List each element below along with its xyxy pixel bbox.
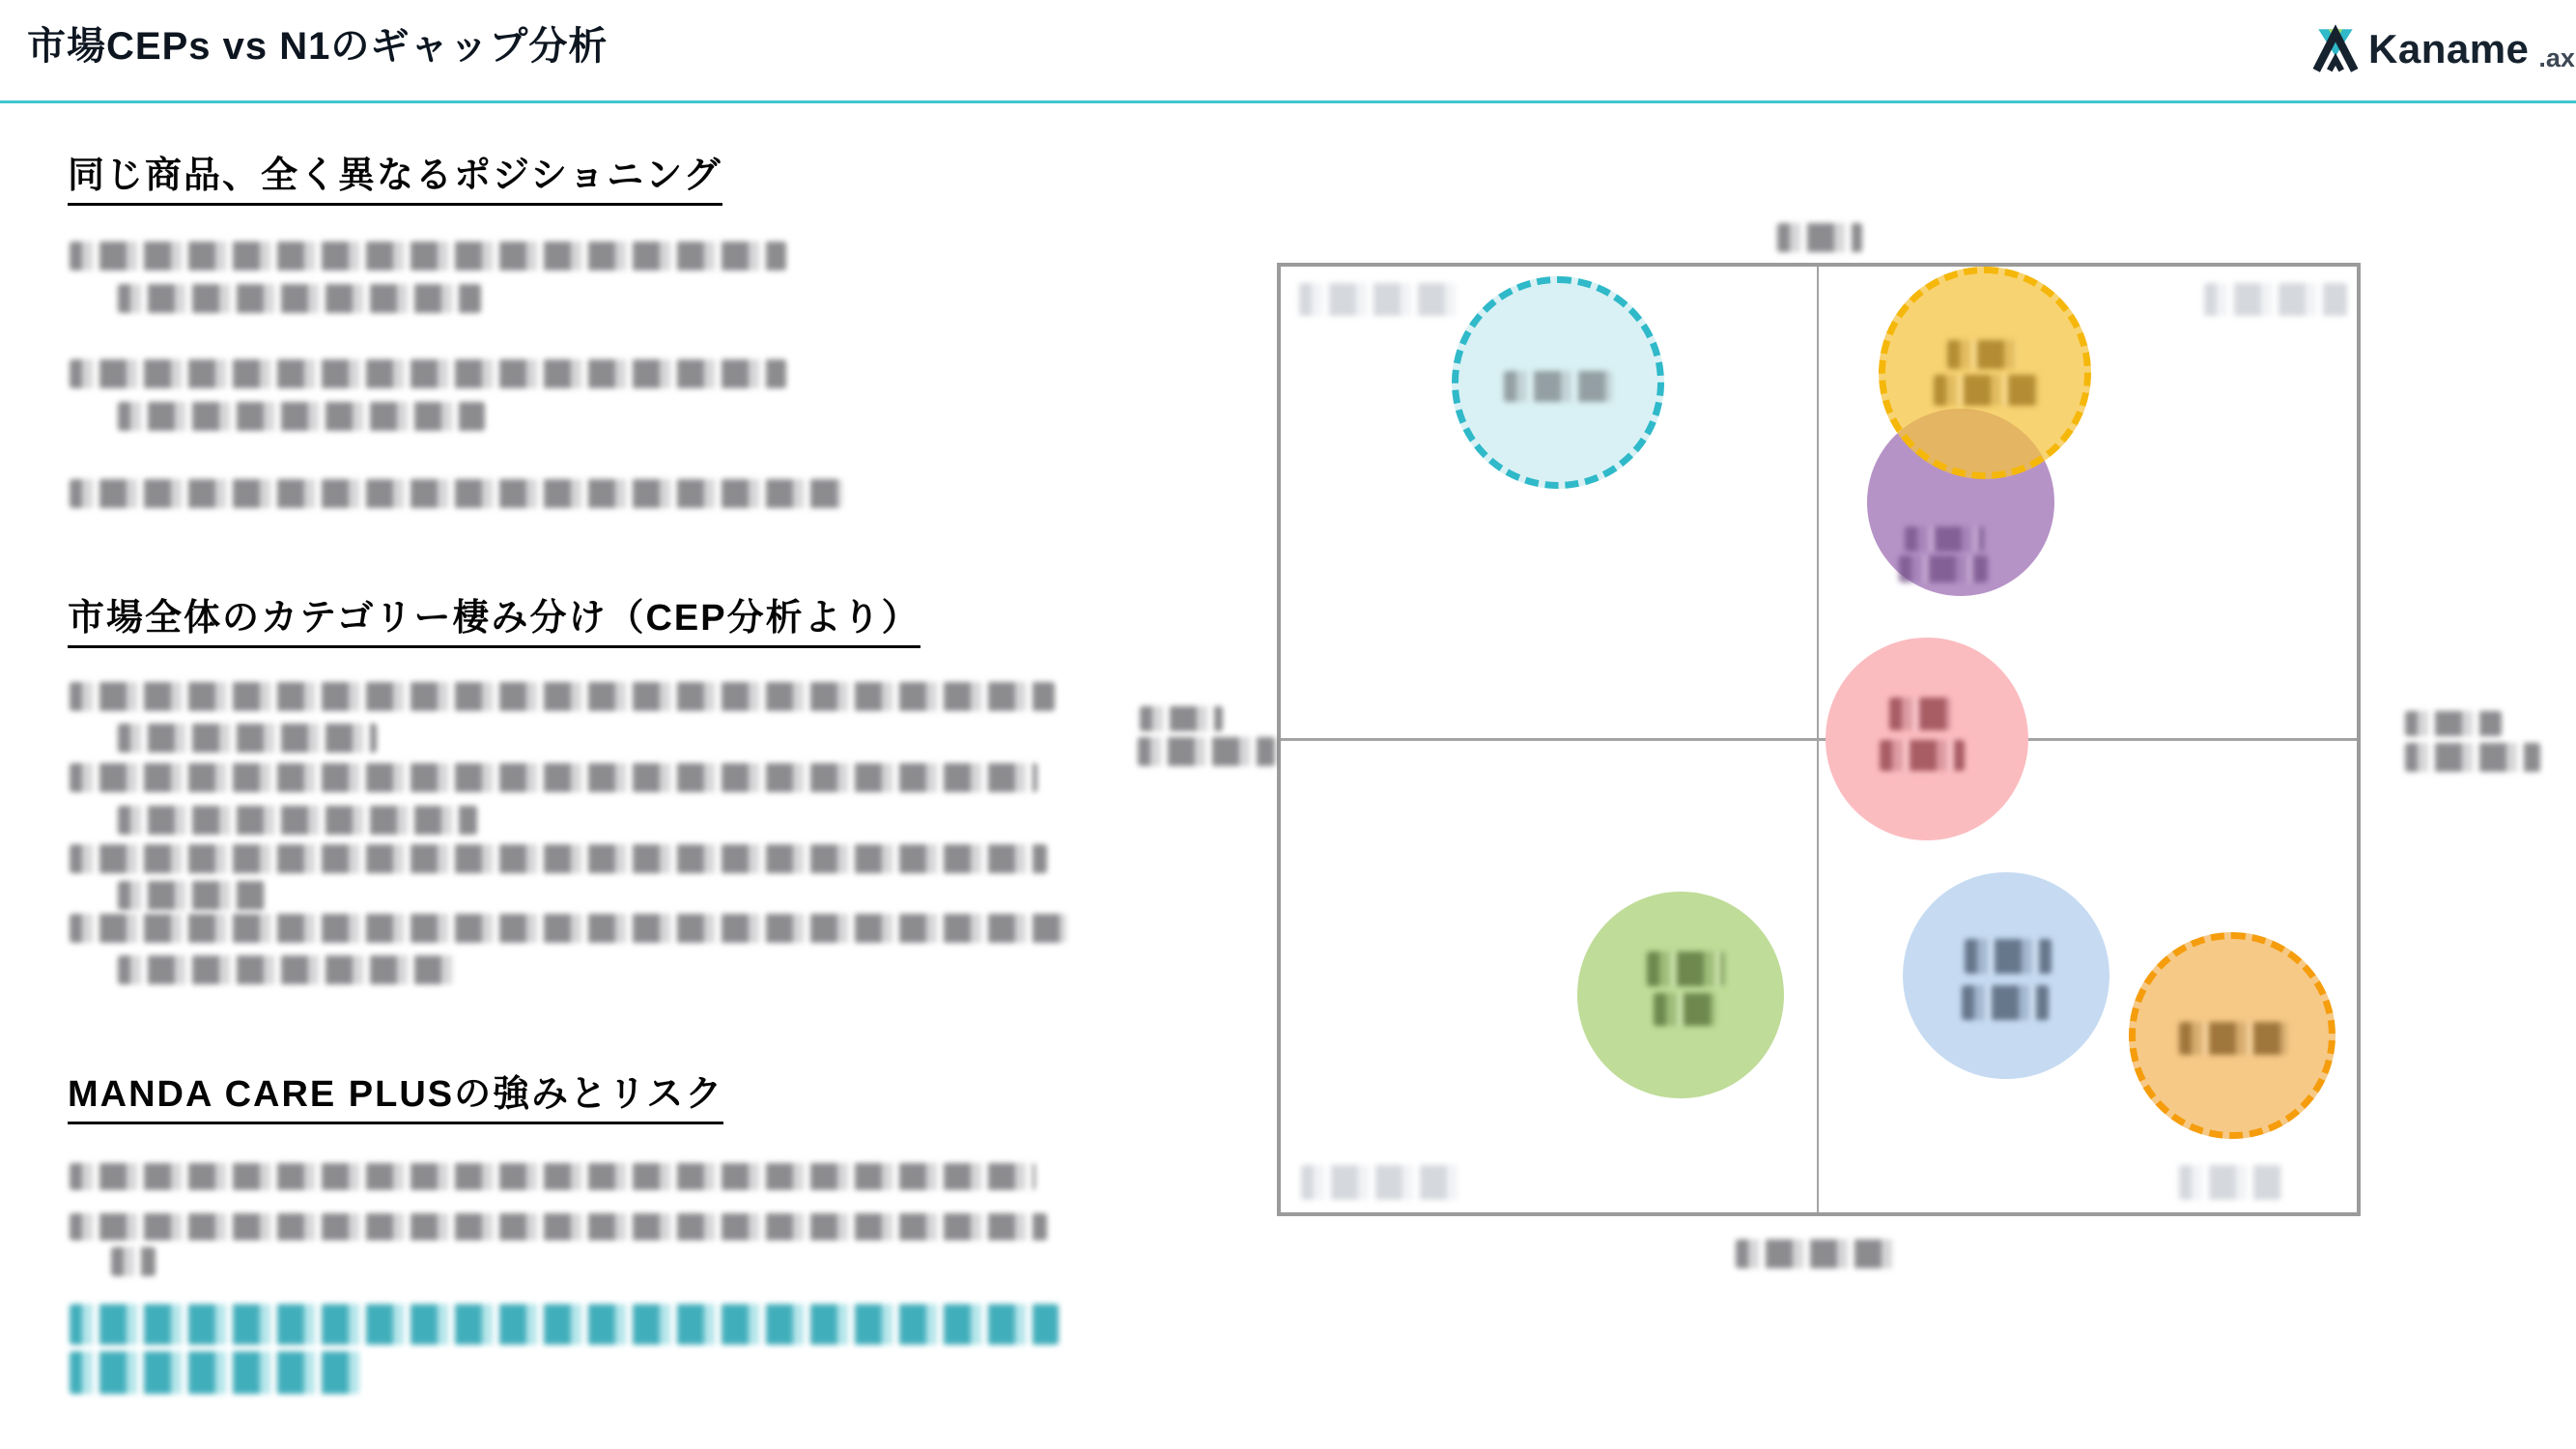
- quadrant-horizontal-axis-line: [1281, 738, 2357, 741]
- redacted-s1-bullet1-line2: [118, 284, 481, 313]
- redacted-yellow-cluster-label-2: [1934, 375, 2038, 406]
- redacted-teal-emphasis-line1: [70, 1304, 1059, 1345]
- section-heading-category-map: 市場全体のカテゴリー棲み分け（CEP分析より）: [68, 587, 920, 648]
- redacted-axis-label-left-line1: [1140, 706, 1223, 731]
- cluster-blue: [1903, 872, 2109, 1079]
- redacted-orange-cluster-label: [2179, 1022, 2287, 1055]
- redacted-axis-label-top: [1777, 223, 1862, 252]
- cluster-pink: [1826, 638, 2028, 840]
- kaname-logo-suffix: .ax: [2538, 43, 2575, 72]
- kaname-logo-icon: [2310, 24, 2361, 74]
- redacted-s1-bullet2-line2: [118, 402, 485, 431]
- redacted-quadrant-label-top-right: [2204, 283, 2347, 316]
- header-divider: [0, 100, 2576, 103]
- redacted-axis-label-left-line2: [1138, 737, 1275, 766]
- redacted-axis-label-bottom: [1736, 1239, 1895, 1268]
- section-heading-positioning: 同じ商品、全く異なるポジショニング: [68, 145, 722, 206]
- redacted-pink-cluster-label-1: [1889, 697, 1951, 730]
- redacted-s2-bullet3-line2: [118, 881, 265, 910]
- redacted-s1-bullet3-line1: [70, 479, 842, 508]
- redacted-quadrant-label-top-left: [1299, 283, 1456, 316]
- redacted-yellow-cluster-label-1: [1947, 340, 2017, 369]
- section-heading-strengths-risks: MANDA CARE PLUSの強みとリスク: [68, 1064, 723, 1124]
- redacted-s2-bullet2-line1: [70, 763, 1037, 792]
- redacted-s2-bullet4-line1: [70, 914, 1066, 943]
- redacted-s1-bullet2-line1: [70, 359, 786, 388]
- redacted-s2-bullet4-line2: [118, 955, 458, 984]
- page-title: 市場CEPs vs N1のギャップ分析: [27, 25, 609, 68]
- redacted-s2-bullet2-line2: [118, 806, 477, 835]
- redacted-s3-bullet2-line1: [70, 1213, 1047, 1240]
- redacted-s2-bullet1-line1: [70, 682, 1055, 711]
- kaname-logo: [2310, 21, 2575, 77]
- redacted-green-cluster-label-1: [1647, 952, 1724, 986]
- redacted-blue-cluster-label-2: [1962, 985, 2049, 1020]
- redacted-blue-cluster-label-1: [1965, 939, 2052, 974]
- redacted-s2-bullet1-line2: [118, 724, 377, 753]
- redacted-s3-bullet2-line2: [111, 1247, 156, 1276]
- redacted-quadrant-label-bottom-left: [1301, 1165, 1458, 1200]
- redacted-s3-bullet1-line1: [70, 1163, 1035, 1190]
- redacted-axis-label-right-line1: [2405, 711, 2502, 736]
- cluster-yellow-dashed: [1879, 267, 2091, 479]
- redacted-quadrant-label-bottom-right: [2179, 1165, 2281, 1200]
- redacted-purple-cluster-label-1: [1905, 526, 1984, 552]
- redacted-teal-emphasis-line2: [70, 1351, 359, 1394]
- redacted-teal-cluster-label: [1504, 371, 1612, 402]
- redacted-s2-bullet3-line1: [70, 844, 1047, 873]
- redacted-pink-cluster-label-2: [1880, 740, 1965, 771]
- kaname-logo-brand: Kaname: [2368, 26, 2530, 71]
- redacted-s1-bullet1-line1: [70, 242, 786, 270]
- redacted-axis-label-right-line2: [2405, 743, 2540, 772]
- redacted-purple-cluster-label-2: [1899, 555, 1988, 582]
- redacted-green-cluster-label-2: [1654, 993, 1715, 1026]
